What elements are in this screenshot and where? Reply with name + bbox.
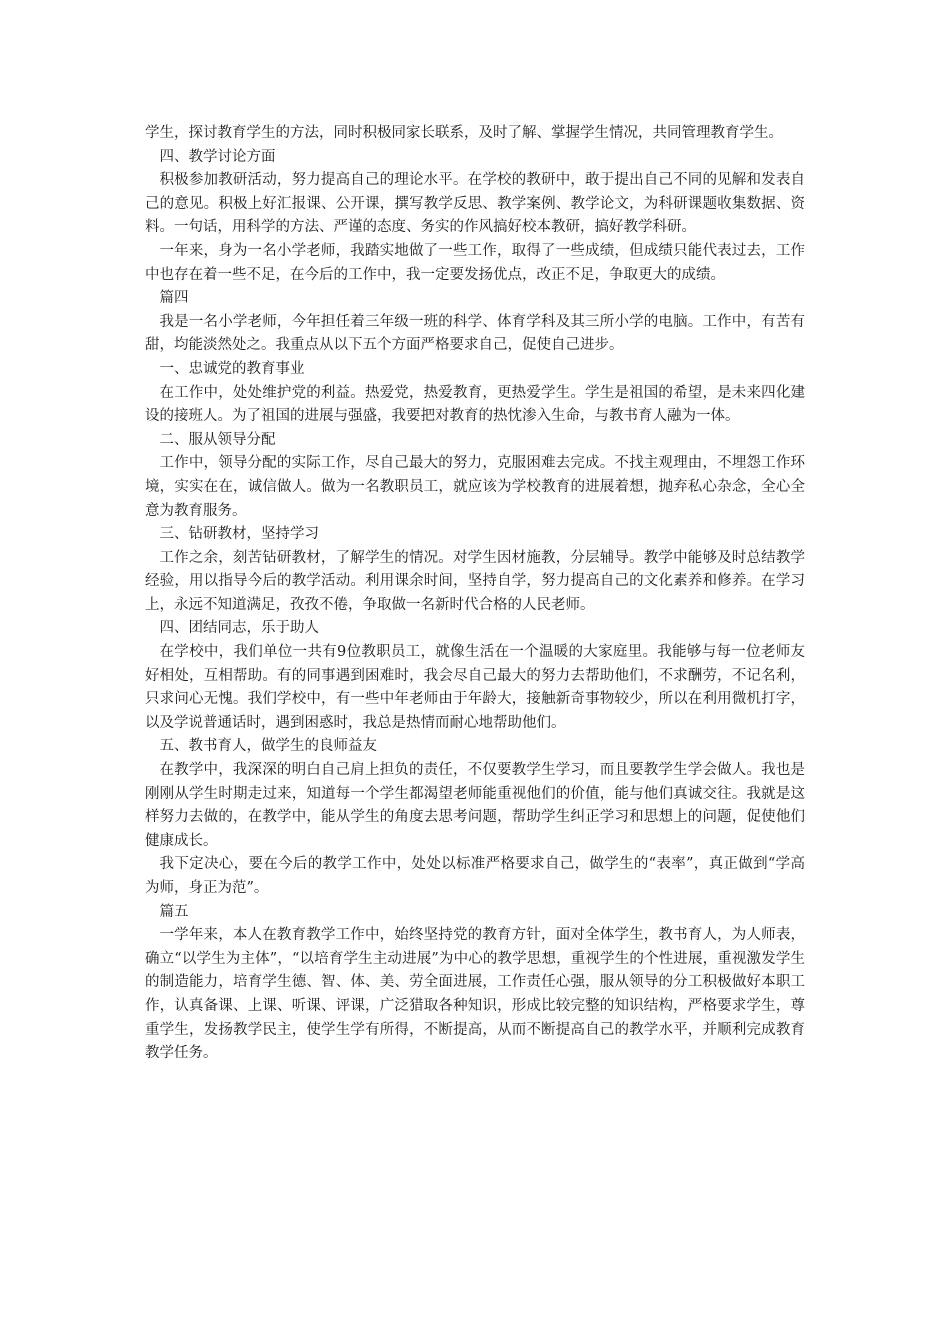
document-page (145, 122, 805, 1066)
paragraph: 我是一名小学老师，今年担任着三年级一班的科学、体育学科及其三所小学的电脑。工作中，有苦有甜，均能淡然处之。我重点从以下五个方面严格要求自己，促使自己进步。 (145, 313, 805, 354)
section-heading: 五、教书育人，做学生的良师益友 (159, 738, 377, 755)
paragraph: 积极参加教研活动，努力提高自己的理论水平。在学校的教研中，敢于提出自己不同的见解和发表自己的意见。积极上好汇报课、公开课，撰写教学反思、教学案例、教学论文，为科研课题收集数据、资料。一句话，用科学的方法、严谨的态度、务实的作风搞好校本教研，搞好教学科研。 (145, 172, 805, 236)
paragraph: 一年来，身为一名小学老师，我踏实地做了一些工作，取得了一些成绩，但成绩只能代表过去，工作中也存在着一些不足，在今后的工作中，我一定要发扬优点，改正不足，争取更大的成绩。 (145, 242, 805, 283)
paragraph: 一学年来，本人在教育教学工作中，始终坚持党的教育方针，面对全体学生，教书育人，为人师表，确立“以学生为主体”，“以培育学生主动进展”为中心的教学思想，重视学生的个性进展，重视激发学生的制造能力，培育学生德、智、体、美、劳全面进展，工作责任心强，服从领导的分工积极做好本职工作，认真备课、上课、听课、评课，广泛猎取各种知识，形成比较完整的知识结构，严格要求学生，尊重学生，发扬教学民主，使学生学有所得，不断提高，从而不断提高自己的教学水平，并顺利完成教育教学任务。 (145, 927, 805, 1062)
section-heading: 三、钻研教材，坚持学习 (159, 526, 319, 543)
paragraph: 在教学中，我深深的明白自己肩上担负的责任，不仅要教学生学习，而且要教学生学会做人。我也是刚刚从学生时期走过来，知道每一个学生都渴望老师能重视他们的价值，能与他们真诚交往。我就是这样努力去做的，在教学中，能从学生的角度去思考问题，帮助学生纠正学习和思想上的问题，促使他们健康成长。 (145, 762, 805, 849)
section-heading: 篇四 (159, 290, 189, 307)
paragraph: 学生，探讨教育学生的方法，同时积极同家长联系，及时了解、掌握学生情况，共同管理教育学生。 (145, 125, 783, 141)
paragraph: 工作之余，刻苦钻研教材，了解学生的情况。对学生因材施教，分层辅导。教学中能够及时总结教学经验，用以指导今后的教学活动。利用课余时间，坚持自学，努力提高自己的文化素养和修养。在学习上，永远不知道满足，孜孜不倦，争取做一名新时代合格的人民老师。 (145, 549, 805, 613)
paragraph: 我下定决心，要在今后的教学工作中，处处以标准严格要求自己，做学生的“表率”，真正做到“学高为师，身正为范”。 (145, 856, 805, 896)
paragraph: 在工作中，处处维护党的利益。热爱党，热爱教育，更热爱学生。学生是祖国的希望，是未来四化建设的接班人。为了祖国的进展与强盛，我要把对教育的热忱渗入生命，与教书育人融为一体。 (145, 384, 805, 425)
paragraph: 在学校中，我们单位一共有9位教职员工，就像生活在一个温暖的大家庭里。我能够与每一位老师友好相处，互相帮助。有的同事遇到困难时，我会尽自己最大的努力去帮助他们，不求酬劳，不记名利，只求问心无愧。我们学校中，有一些中年老师由于年龄大，接触新奇事物较少，所以在利用微机打字，以及学说普通话时，遇到困惑时，我总是热情而耐心地帮助他们。 (145, 644, 805, 731)
section-heading: 四、教学讨论方面 (159, 148, 276, 165)
section-heading: 二、服从领导分配 (159, 431, 276, 448)
paragraph: 工作中，领导分配的实际工作，尽自己最大的努力，克服困难去完成。不找主观理由，不埋怨工作环境，实实在在，诚信做人。做为一名教职员工，就应该为学校教育的进展着想，抛弃私心杂念，全心全意为教育服务。 (145, 455, 805, 519)
section-heading: 篇五 (159, 903, 189, 920)
section-heading: 四、团结同志，乐于助人 (159, 620, 319, 637)
section-heading: 一、忠诚党的教育事业 (159, 360, 305, 377)
